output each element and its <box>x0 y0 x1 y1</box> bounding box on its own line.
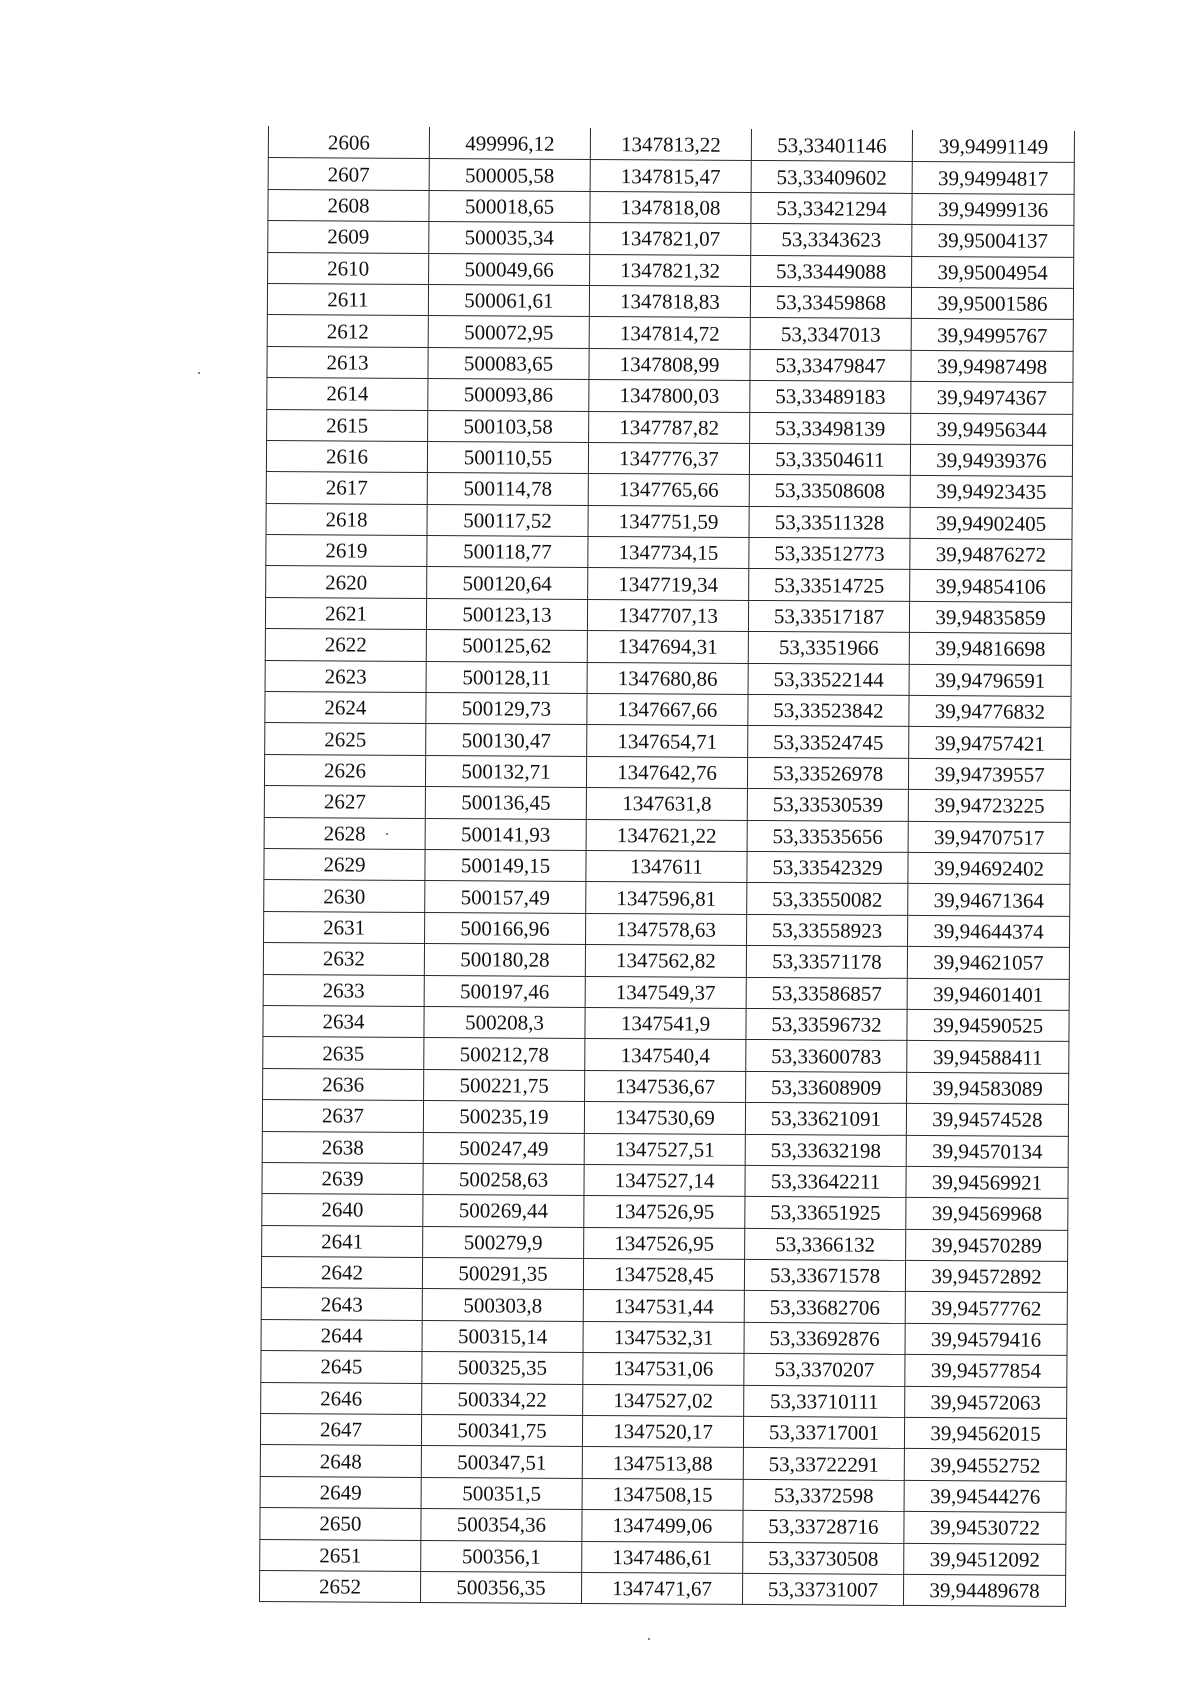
x-coordinate-cell: 500129,73 <box>426 693 587 725</box>
x-coordinate-cell: 500291,35 <box>422 1258 583 1290</box>
table-row <box>262 1194 1068 1230</box>
latitude-cell: 53,33558923 <box>747 914 908 946</box>
latitude-cell: 53,33508608 <box>749 475 910 507</box>
point-number-cell: 2636 <box>263 1068 424 1100</box>
longitude-cell: 39,94835859 <box>909 601 1071 633</box>
y-coordinate-cell: 1347526,95 <box>584 1227 745 1259</box>
longitude-cell: 39,94776832 <box>909 695 1071 727</box>
y-coordinate-cell: 1347531,44 <box>583 1290 744 1322</box>
y-coordinate-cell: 1347621,22 <box>586 819 747 851</box>
y-coordinate-cell: 1347765,66 <box>588 474 749 506</box>
point-number-cell: 2644 <box>261 1319 422 1351</box>
longitude-cell: 39,94692402 <box>908 852 1070 884</box>
point-number-cell: 2648 <box>260 1445 421 1477</box>
point-number-cell: 2633 <box>263 974 424 1006</box>
latitude-cell: 53,33586857 <box>746 977 907 1009</box>
longitude-cell: 39,94723225 <box>908 790 1070 822</box>
y-coordinate-cell: 1347471,67 <box>581 1572 742 1604</box>
x-coordinate-cell: 500235,19 <box>423 1101 584 1133</box>
table-row <box>261 1351 1067 1387</box>
point-number-cell: 2610 <box>268 252 429 284</box>
x-coordinate-cell: 500093,86 <box>428 379 589 411</box>
latitude-cell: 53,3347013 <box>750 318 911 350</box>
y-coordinate-cell: 1347499,06 <box>582 1510 743 1542</box>
y-coordinate-cell: 1347526,95 <box>584 1196 745 1228</box>
longitude-cell: 39,94562015 <box>904 1417 1066 1449</box>
table-row <box>268 252 1074 288</box>
point-number-cell: 2608 <box>268 189 429 221</box>
y-coordinate-cell: 1347536,67 <box>585 1070 746 1102</box>
longitude-cell: 39,94577762 <box>905 1292 1067 1324</box>
x-coordinate-cell: 500208,3 <box>424 1006 585 1038</box>
x-coordinate-cell: 500128,11 <box>426 661 587 693</box>
y-coordinate-cell: 1347631,8 <box>586 788 747 820</box>
coordinates-table <box>259 126 1075 1607</box>
y-coordinate-cell: 1347821,07 <box>590 223 751 255</box>
latitude-cell: 53,33530539 <box>747 789 908 821</box>
longitude-cell: 39,94590525 <box>907 1009 1069 1041</box>
table-row <box>261 1319 1067 1355</box>
x-coordinate-cell: 500334,22 <box>422 1383 583 1415</box>
point-number-cell: 2619 <box>266 535 427 567</box>
coordinates-table-body <box>259 127 1074 1607</box>
x-coordinate-cell: 500110,55 <box>427 441 588 473</box>
longitude-cell: 39,94994817 <box>912 162 1074 194</box>
latitude-cell: 53,33498139 <box>750 412 911 444</box>
point-number-cell: 2629 <box>264 848 425 880</box>
y-coordinate-cell: 1347642,76 <box>586 756 747 788</box>
latitude-cell: 53,33524745 <box>748 726 909 758</box>
point-number-cell: 2626 <box>264 754 425 786</box>
scan-speck <box>386 833 388 835</box>
table-row <box>266 472 1072 508</box>
table-row <box>267 283 1073 319</box>
latitude-cell: 53,33479847 <box>750 349 911 381</box>
latitude-cell: 53,33692876 <box>744 1322 905 1354</box>
y-coordinate-cell: 1347813,22 <box>590 128 751 160</box>
longitude-cell: 39,94876272 <box>910 539 1072 571</box>
longitude-cell: 39,95004954 <box>912 256 1074 288</box>
point-number-cell: 2606 <box>268 127 429 159</box>
longitude-cell: 39,94816698 <box>909 633 1071 665</box>
table-row <box>266 535 1072 571</box>
table-row <box>268 158 1074 194</box>
longitude-cell: 39,95004137 <box>912 225 1074 257</box>
point-number-cell: 2613 <box>267 346 428 378</box>
x-coordinate-cell: 500356,35 <box>420 1571 581 1603</box>
table-row <box>264 754 1070 790</box>
table-row <box>264 786 1070 822</box>
table-row <box>267 378 1073 414</box>
y-coordinate-cell: 1347694,31 <box>587 631 748 663</box>
latitude-cell: 53,33514725 <box>749 569 910 601</box>
latitude-cell: 53,33517187 <box>748 600 909 632</box>
y-coordinate-cell: 1347508,15 <box>582 1478 743 1510</box>
x-coordinate-cell: 500279,9 <box>423 1226 584 1258</box>
x-coordinate-cell: 500118,77 <box>427 536 588 568</box>
y-coordinate-cell: 1347800,03 <box>589 380 750 412</box>
y-coordinate-cell: 1347578,63 <box>586 913 747 945</box>
point-number-cell: 2627 <box>264 786 425 818</box>
table-row <box>261 1288 1067 1324</box>
longitude-cell: 39,94569968 <box>906 1198 1068 1230</box>
point-number-cell: 2630 <box>264 880 425 912</box>
table-row <box>263 974 1069 1010</box>
y-coordinate-cell: 1347611 <box>586 850 747 882</box>
table-row <box>259 1570 1065 1606</box>
longitude-cell: 39,94512092 <box>904 1543 1066 1575</box>
longitude-cell: 39,94995767 <box>911 319 1073 351</box>
y-coordinate-cell: 1347527,51 <box>584 1133 745 1165</box>
y-coordinate-cell: 1347531,06 <box>583 1353 744 1385</box>
y-coordinate-cell: 1347532,31 <box>583 1321 744 1353</box>
point-number-cell: 2634 <box>263 1005 424 1037</box>
point-number-cell: 2635 <box>263 1037 424 1069</box>
y-coordinate-cell: 1347486,61 <box>582 1541 743 1573</box>
longitude-cell: 39,94588411 <box>907 1041 1069 1073</box>
table-row <box>260 1539 1066 1575</box>
latitude-cell: 53,33504611 <box>749 443 910 475</box>
latitude-cell: 53,33600783 <box>746 1040 907 1072</box>
table-row <box>262 1131 1068 1167</box>
point-number-cell: 2632 <box>263 943 424 975</box>
table-row <box>260 1476 1066 1512</box>
latitude-cell: 53,33409602 <box>751 161 912 193</box>
table-row <box>260 1508 1066 1544</box>
x-coordinate-cell: 500157,49 <box>425 881 586 913</box>
table-row <box>264 911 1070 947</box>
y-coordinate-cell: 1347527,02 <box>583 1384 744 1416</box>
x-coordinate-cell: 500123,13 <box>426 598 587 630</box>
longitude-cell: 39,94671364 <box>908 884 1070 916</box>
x-coordinate-cell: 500351,5 <box>421 1477 582 1509</box>
table-row <box>261 1382 1067 1418</box>
longitude-cell: 39,94601401 <box>907 978 1069 1010</box>
table-row <box>265 597 1071 633</box>
latitude-cell: 53,33731007 <box>742 1573 903 1605</box>
scan-speck <box>198 372 200 374</box>
latitude-cell: 53,33728716 <box>743 1511 904 1543</box>
longitude-cell: 39,94572892 <box>905 1260 1067 1292</box>
longitude-cell: 39,94572063 <box>905 1386 1067 1418</box>
latitude-cell: 53,3343623 <box>751 224 912 256</box>
longitude-cell: 39,94570289 <box>906 1229 1068 1261</box>
latitude-cell: 53,33489183 <box>750 381 911 413</box>
latitude-cell: 53,33632198 <box>745 1134 906 1166</box>
x-coordinate-cell: 500005,58 <box>429 159 590 191</box>
y-coordinate-cell: 1347734,15 <box>588 537 749 569</box>
x-coordinate-cell: 500197,46 <box>424 975 585 1007</box>
latitude-cell: 53,33651925 <box>745 1197 906 1229</box>
table-row <box>262 1100 1068 1136</box>
latitude-cell: 53,33550082 <box>747 883 908 915</box>
longitude-cell: 39,95001586 <box>911 287 1073 319</box>
point-number-cell: 2621 <box>265 597 426 629</box>
y-coordinate-cell: 1347680,86 <box>587 662 748 694</box>
table-row <box>264 880 1070 916</box>
latitude-cell: 53,33730508 <box>743 1542 904 1574</box>
latitude-cell: 53,33608909 <box>746 1071 907 1103</box>
point-number-cell: 2640 <box>262 1194 423 1226</box>
table-row <box>266 503 1072 539</box>
point-number-cell: 2622 <box>265 629 426 661</box>
longitude-cell: 39,94999136 <box>912 193 1074 225</box>
y-coordinate-cell: 1347540,4 <box>585 1039 746 1071</box>
longitude-cell: 39,94757421 <box>909 727 1071 759</box>
y-coordinate-cell: 1347707,13 <box>587 599 748 631</box>
point-number-cell: 2609 <box>268 221 429 253</box>
longitude-cell: 39,94939376 <box>910 444 1072 476</box>
x-coordinate-cell: 500103,58 <box>428 410 589 442</box>
latitude-cell: 53,33421294 <box>751 192 912 224</box>
point-number-cell: 2624 <box>265 692 426 724</box>
table-row <box>264 848 1070 884</box>
x-coordinate-cell: 500130,47 <box>426 724 587 756</box>
table-row <box>260 1413 1066 1449</box>
y-coordinate-cell: 1347808,99 <box>589 348 750 380</box>
latitude-cell: 53,33596732 <box>746 1008 907 1040</box>
x-coordinate-cell: 500247,49 <box>423 1132 584 1164</box>
latitude-cell: 53,33542329 <box>747 851 908 883</box>
latitude-cell: 53,33535656 <box>747 820 908 852</box>
longitude-cell: 39,94552752 <box>904 1449 1066 1481</box>
table-row <box>268 189 1074 225</box>
x-coordinate-cell: 500136,45 <box>425 787 586 819</box>
x-coordinate-cell: 500180,28 <box>424 944 585 976</box>
longitude-cell: 39,94530722 <box>904 1512 1066 1544</box>
longitude-cell: 39,94956344 <box>911 413 1073 445</box>
x-coordinate-cell: 500347,51 <box>421 1446 582 1478</box>
x-coordinate-cell: 500132,71 <box>425 755 586 787</box>
table-row <box>263 943 1069 979</box>
y-coordinate-cell: 1347527,14 <box>584 1164 745 1196</box>
point-number-cell: 2641 <box>262 1225 423 1257</box>
x-coordinate-cell: 500018,65 <box>429 190 590 222</box>
longitude-cell: 39,94796591 <box>909 664 1071 696</box>
y-coordinate-cell: 1347530,69 <box>584 1102 745 1134</box>
latitude-cell: 53,3351966 <box>748 632 909 664</box>
table-row <box>262 1162 1068 1198</box>
longitude-cell: 39,94621057 <box>907 947 1069 979</box>
latitude-cell: 53,33449088 <box>751 255 912 287</box>
table-row <box>266 440 1072 476</box>
x-coordinate-cell: 500049,66 <box>429 253 590 285</box>
x-coordinate-cell: 500303,8 <box>422 1289 583 1321</box>
longitude-cell: 39,94854106 <box>910 570 1072 602</box>
table-row <box>261 1257 1067 1293</box>
latitude-cell: 53,33512773 <box>749 538 910 570</box>
x-coordinate-cell: 500141,93 <box>425 818 586 850</box>
point-number-cell: 2651 <box>260 1539 421 1571</box>
longitude-cell: 39,94544276 <box>904 1480 1066 1512</box>
longitude-cell: 39,94574528 <box>906 1104 1068 1136</box>
point-number-cell: 2617 <box>266 472 427 504</box>
table-row <box>265 692 1071 728</box>
point-number-cell: 2645 <box>261 1351 422 1383</box>
point-number-cell: 2649 <box>260 1476 421 1508</box>
x-coordinate-cell: 500072,95 <box>428 316 589 348</box>
point-number-cell: 2638 <box>262 1131 423 1163</box>
x-coordinate-cell: 500149,15 <box>425 849 586 881</box>
scan-speck <box>648 1638 650 1640</box>
point-number-cell: 2650 <box>260 1508 421 1540</box>
latitude-cell: 53,33523842 <box>748 694 909 726</box>
table-row <box>266 566 1072 602</box>
longitude-cell: 39,94739557 <box>908 758 1070 790</box>
table-row <box>265 629 1071 665</box>
table-row <box>267 409 1073 445</box>
point-number-cell: 2611 <box>267 283 428 315</box>
y-coordinate-cell: 1347818,08 <box>590 191 751 223</box>
x-coordinate-cell: 500258,63 <box>423 1163 584 1195</box>
x-coordinate-cell: 500166,96 <box>425 912 586 944</box>
longitude-cell: 39,94991149 <box>912 130 1074 162</box>
y-coordinate-cell: 1347776,37 <box>588 442 749 474</box>
point-number-cell: 2643 <box>261 1288 422 1320</box>
point-number-cell: 2623 <box>265 660 426 692</box>
latitude-cell: 53,33722291 <box>743 1448 904 1480</box>
table-row <box>265 723 1071 759</box>
latitude-cell: 53,33511328 <box>749 506 910 538</box>
table-row <box>267 315 1073 351</box>
x-coordinate-cell: 500120,64 <box>427 567 588 599</box>
latitude-cell: 53,33682706 <box>744 1291 905 1323</box>
table-row <box>265 660 1071 696</box>
longitude-cell: 39,94569921 <box>906 1166 1068 1198</box>
latitude-cell: 53,33671578 <box>744 1259 905 1291</box>
y-coordinate-cell: 1347520,17 <box>582 1415 743 1447</box>
y-coordinate-cell: 1347562,82 <box>585 945 746 977</box>
x-coordinate-cell: 500341,75 <box>421 1414 582 1446</box>
y-coordinate-cell: 1347814,72 <box>589 317 750 349</box>
latitude-cell: 53,3372598 <box>743 1479 904 1511</box>
y-coordinate-cell: 1347815,47 <box>590 160 751 192</box>
point-number-cell: 2618 <box>266 503 427 535</box>
x-coordinate-cell: 500125,62 <box>426 630 587 662</box>
longitude-cell: 39,94579416 <box>905 1323 1067 1355</box>
y-coordinate-cell: 1347596,81 <box>586 882 747 914</box>
longitude-cell: 39,94974367 <box>911 382 1073 414</box>
x-coordinate-cell: 500061,61 <box>428 284 589 316</box>
latitude-cell: 53,33710111 <box>744 1385 905 1417</box>
longitude-cell: 39,94489678 <box>903 1574 1065 1606</box>
latitude-cell: 53,33621091 <box>745 1103 906 1135</box>
table-row <box>263 1037 1069 1073</box>
point-number-cell: 2620 <box>266 566 427 598</box>
point-number-cell: 2612 <box>267 315 428 347</box>
latitude-cell: 53,3366132 <box>745 1228 906 1260</box>
longitude-cell: 39,94987498 <box>911 350 1073 382</box>
longitude-cell: 39,94583089 <box>907 1072 1069 1104</box>
y-coordinate-cell: 1347654,71 <box>587 725 748 757</box>
x-coordinate-cell: 500035,34 <box>429 222 590 254</box>
x-coordinate-cell: 500117,52 <box>427 504 588 536</box>
point-number-cell: 2631 <box>264 911 425 943</box>
table-row <box>262 1225 1068 1261</box>
x-coordinate-cell: 500114,78 <box>427 473 588 505</box>
longitude-cell: 39,94923435 <box>910 476 1072 508</box>
point-number-cell: 2646 <box>261 1382 422 1414</box>
y-coordinate-cell: 1347667,66 <box>587 693 748 725</box>
latitude-cell: 53,33571178 <box>746 946 907 978</box>
y-coordinate-cell: 1347513,88 <box>582 1447 743 1479</box>
y-coordinate-cell: 1347821,32 <box>590 254 751 286</box>
x-coordinate-cell: 500325,35 <box>422 1352 583 1384</box>
longitude-cell: 39,94644374 <box>907 915 1069 947</box>
point-number-cell: 2647 <box>260 1413 421 1445</box>
longitude-cell: 39,94570134 <box>906 1135 1068 1167</box>
table-row <box>268 221 1074 257</box>
x-coordinate-cell: 500083,65 <box>428 347 589 379</box>
latitude-cell: 53,33526978 <box>747 757 908 789</box>
x-coordinate-cell: 500315,14 <box>422 1320 583 1352</box>
y-coordinate-cell: 1347751,59 <box>588 505 749 537</box>
table-row <box>267 346 1073 382</box>
x-coordinate-cell: 500269,44 <box>423 1195 584 1227</box>
table-row <box>260 1445 1066 1481</box>
x-coordinate-cell: 500221,75 <box>424 1069 585 1101</box>
x-coordinate-cell: 499996,12 <box>429 127 590 159</box>
table-row <box>264 817 1070 853</box>
x-coordinate-cell: 500356,1 <box>421 1540 582 1572</box>
longitude-cell: 39,94902405 <box>910 507 1072 539</box>
point-number-cell: 2615 <box>267 409 428 441</box>
point-number-cell: 2652 <box>259 1570 420 1602</box>
y-coordinate-cell: 1347787,82 <box>589 411 750 443</box>
x-coordinate-cell: 500354,36 <box>421 1509 582 1541</box>
latitude-cell: 53,33522144 <box>748 663 909 695</box>
latitude-cell: 53,33642211 <box>745 1165 906 1197</box>
table-row <box>263 1005 1069 1041</box>
x-coordinate-cell: 500212,78 <box>424 1038 585 1070</box>
y-coordinate-cell: 1347549,37 <box>585 976 746 1008</box>
latitude-cell: 53,33459868 <box>750 286 911 318</box>
point-number-cell: 2639 <box>262 1162 423 1194</box>
point-number-cell: 2616 <box>266 440 427 472</box>
y-coordinate-cell: 1347818,83 <box>589 285 750 317</box>
point-number-cell: 2628 <box>264 817 425 849</box>
longitude-cell: 39,94707517 <box>908 821 1070 853</box>
y-coordinate-cell: 1347719,34 <box>588 568 749 600</box>
latitude-cell: 53,33717001 <box>743 1416 904 1448</box>
table-row <box>263 1068 1069 1104</box>
point-number-cell: 2607 <box>268 158 429 190</box>
latitude-cell: 53,3370207 <box>744 1354 905 1386</box>
point-number-cell: 2614 <box>267 378 428 410</box>
table-row <box>268 127 1074 163</box>
y-coordinate-cell: 1347528,45 <box>583 1259 744 1291</box>
point-number-cell: 2637 <box>262 1100 423 1132</box>
y-coordinate-cell: 1347541,9 <box>585 1007 746 1039</box>
point-number-cell: 2625 <box>265 723 426 755</box>
longitude-cell: 39,94577854 <box>905 1355 1067 1387</box>
point-number-cell: 2642 <box>261 1257 422 1289</box>
latitude-cell: 53,33401146 <box>751 129 912 161</box>
